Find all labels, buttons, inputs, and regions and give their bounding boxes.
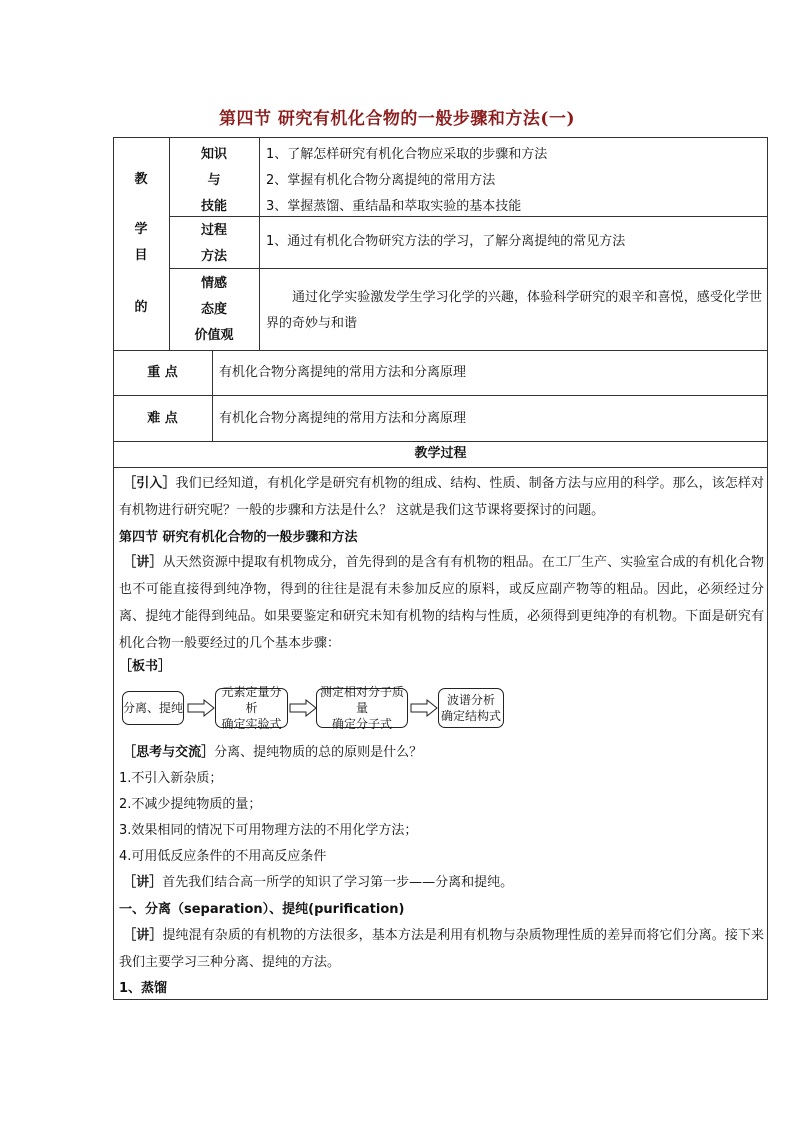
difficult-point-text: 有机化合物分离提纯的常用方法和分离原理 <box>219 411 467 426</box>
objectives-label-char: 的 <box>134 300 148 315</box>
divider <box>113 467 768 468</box>
intro-tag: ［引入］ <box>123 476 176 491</box>
objectives-label-char: 教 <box>134 172 148 187</box>
principle-item: 2.不减少提纯物质的量； <box>119 797 262 812</box>
difficult-point-label: 难 点 <box>147 411 178 426</box>
flow-step-spectral: 波谱分析 确定结构式 <box>438 688 504 728</box>
lecture-tag: ［讲］ <box>123 555 163 570</box>
flow-step-elemental: 元素定量分析 确定实验式 <box>215 688 288 728</box>
heading-separation: 一、分离（separation）、提纯(purification) <box>119 902 405 917</box>
think-tag: ［思考与交流］ <box>123 745 215 760</box>
intro-paragraph: ［引入］我们已经知道，有机化学是研究有机物的组成、结构、性质、制备方法与应用的科学。那么，该怎样对有机物进行研究呢？一般的步骤和方法是什么？ 这就是我们这节课将要探讨的问题。 <box>119 476 764 518</box>
divider <box>113 395 768 396</box>
board-tag: ［板书］ <box>119 659 172 674</box>
page-title: 第四节 研究有机化合物的一般步骤和方法(一) <box>218 109 575 129</box>
flow-arrow-icon <box>410 699 438 717</box>
row-label-process: 过程 方法 <box>200 223 227 264</box>
row-content-process: 1、通过有机化合物研究方法的学习，了解分离提纯的常见方法 <box>266 234 626 249</box>
divider <box>113 441 768 442</box>
row-content-knowledge: 1、了解怎样研究有机化合物应采取的步骤和方法 2、掌握有机化合物分离提纯的常用方法 3、掌握蒸馏、重结晶和萃取实验的基本技能 <box>266 147 548 214</box>
think-paragraph: ［思考与交流］分离、提纯物质的总的原则是什么？ <box>123 745 423 760</box>
flow-step-separate: 分离、提纯 <box>122 691 184 725</box>
process-header: 教学过程 <box>414 446 467 461</box>
objectives-label-char: 目 <box>134 248 148 263</box>
key-point-text: 有机化合物分离提纯的常用方法和分离原理 <box>219 365 467 380</box>
lecture-paragraph: ［讲］首先我们结合高一所学的知识了学习第一步——分离和提纯。 <box>123 875 514 890</box>
lecture-paragraph: ［讲］提纯混有杂质的有机物的方法很多，基本方法是利用有机物与杂质物理性质的差异而将它们分离。接下来我们主要学习三种分离、提纯的方法。 <box>119 928 764 970</box>
section-heading: 第四节 研究有机化合物的一般步骤和方法 <box>119 530 358 545</box>
principle-item: 1.不引入新杂质； <box>119 771 223 786</box>
principle-item: 3.效果相同的情况下可用物理方法的不用化学方法； <box>119 823 418 838</box>
row-label-knowledge: 知识 与 技能 <box>200 147 227 214</box>
heading-distillation: 1、蒸馏 <box>119 981 168 996</box>
objectives-label-char: 学 <box>134 222 148 237</box>
flow-arrow-icon <box>187 699 215 717</box>
lecture-tag: ［讲］ <box>123 928 163 943</box>
flow-step-molecular: 测定相对分子质量 确定分子式 <box>316 688 408 728</box>
row-label-values: 情感 态度 价值观 <box>194 276 234 343</box>
row-content-values: 通过化学实验激发学生学习化学的兴趣，体验科学研究的艰辛和喜悦，感受化学世界的奇妙与和谐 <box>266 290 762 331</box>
lecture-paragraph: ［讲］从天然资源中提取有机物成分，首先得到的是含有有机物的粗品。在工厂生产、实验室合成的有机化合物也不可能直接得到纯净物，得到的往往是混有未参加反应的原料，或反应副产物等的粗品。因此，必须经过分离、提纯才能得到纯品。如果要鉴定和研究未知有机物的结构与性质，必须得到更纯净的有机物。下面是研究有机化合物一般要经过的几个基本步骤： <box>119 555 764 651</box>
divider <box>259 137 260 350</box>
principle-item: 4.可用低反应条件的不用高反应条件 <box>119 849 327 864</box>
lecture-tag: ［讲］ <box>123 875 163 890</box>
key-point-label: 重 点 <box>147 365 178 380</box>
flow-arrow-icon <box>289 699 317 717</box>
